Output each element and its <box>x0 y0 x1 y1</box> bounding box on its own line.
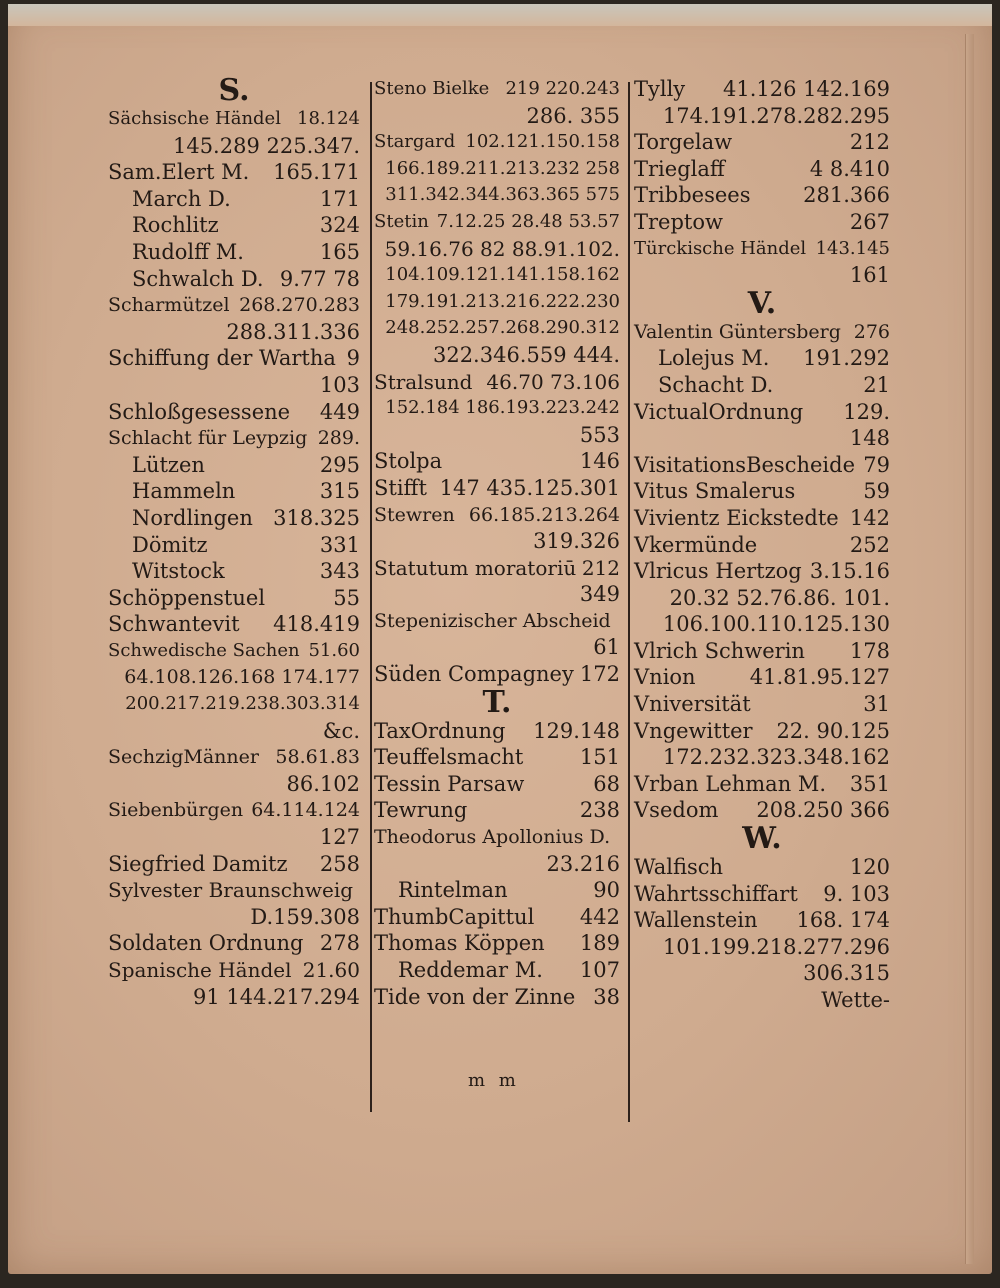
entry-pages: 286. 355 <box>526 103 620 128</box>
index-entry <box>374 475 620 502</box>
index-entry <box>108 292 360 319</box>
entry-pages: 9.77 78 <box>279 266 360 291</box>
index-entry <box>634 532 890 559</box>
entry-pages: 142 <box>849 505 890 530</box>
index-entry <box>374 369 620 396</box>
entry-name: Stetin <box>374 210 429 232</box>
entry-name: Vlrich Schwerin <box>634 638 805 663</box>
entry-pages: 219 220.243 <box>505 78 620 99</box>
entry-pages: 127 <box>319 825 360 850</box>
entry-pages: 145.289 225.347. <box>172 133 360 158</box>
entry-pages: 212 <box>581 555 620 580</box>
entry-name: Hammeln <box>132 479 236 504</box>
index-entry <box>634 960 890 987</box>
entry-pages: 166.189.211.213.232 258 <box>385 157 620 179</box>
index-entry <box>634 744 890 771</box>
entry-pages: 9. 103 <box>823 881 890 906</box>
entry-name: Sächsische Händel <box>108 108 281 129</box>
index-entry <box>374 957 620 984</box>
entry-pages: 41.81.95.127 <box>749 665 890 690</box>
index-entry <box>374 824 620 851</box>
index-entry <box>108 957 360 984</box>
entry-name: Schwantevit <box>108 612 240 637</box>
entry-pages: 102.121.150.158 <box>465 131 620 153</box>
entry-pages: 103 <box>319 372 360 397</box>
index-entry <box>108 691 360 718</box>
entry-pages: 55 <box>333 585 360 610</box>
index-entry <box>374 877 620 904</box>
index-entry <box>108 399 360 426</box>
entry-pages: 172 <box>579 662 620 687</box>
entry-pages: 41.126 142.169 <box>723 77 890 101</box>
entry-pages: 23.216 <box>546 851 620 876</box>
index-entry <box>108 824 360 851</box>
entry-name: Torgelaw <box>634 130 733 155</box>
index-entry <box>374 236 620 263</box>
entry-name: VisitationsBescheide <box>634 452 856 477</box>
entry-name: Statutum moratoriū <box>374 555 577 580</box>
entry-pages: 18.124 <box>297 108 360 129</box>
entry-name: Tide von der Zinne <box>374 984 576 1009</box>
section-letter: S. <box>218 73 250 108</box>
index-entry <box>108 877 360 904</box>
index-entry <box>634 103 890 130</box>
entry-pages: 418.419 <box>273 612 360 637</box>
entry-pages: 267 <box>849 209 890 234</box>
signature-mark: m m <box>468 1070 520 1091</box>
entry-pages: 64.108.126.168 174.177 <box>124 666 360 689</box>
index-entry <box>634 236 890 263</box>
index-entry <box>108 159 360 186</box>
entry-name: Vngewitter <box>634 718 753 743</box>
entry-name: Scharmützel <box>108 294 230 317</box>
entry-pages: 278 <box>319 931 360 956</box>
entry-name: Vlricus Hertzog <box>634 559 802 584</box>
entry-name: VictualOrdnung <box>634 399 804 424</box>
entry-pages: 120 <box>849 855 890 880</box>
entry-name: Valentin Güntersberg <box>634 320 841 343</box>
index-entry <box>374 661 620 688</box>
entry-pages: 104.109.121.141.158.162 <box>385 264 620 286</box>
entry-name: Vkermünde <box>634 532 758 557</box>
entry-pages: 306.315 <box>803 961 890 986</box>
entry-pages: 268.270.283 <box>239 294 360 317</box>
index-entry <box>108 532 360 559</box>
index-entry <box>108 744 360 771</box>
entry-name: Nordlingen <box>132 505 253 530</box>
entry-name: Vsedom <box>634 798 719 823</box>
index-entry <box>634 345 890 372</box>
entry-pages: 258 <box>319 851 360 876</box>
index-entry <box>108 904 360 931</box>
index-entry <box>108 558 360 585</box>
index-entry <box>374 851 620 878</box>
entry-pages: 7.12.25 28.48 53.57 <box>436 210 620 232</box>
entry-name: TaxOrdnung <box>374 718 506 743</box>
entry-pages: 38 <box>593 984 620 1009</box>
entry-pages: 191.292 <box>803 346 890 371</box>
index-entry <box>108 186 360 213</box>
entry-pages: 343 <box>319 559 360 584</box>
entry-pages: 68 <box>593 771 620 796</box>
entry-name: Tribbesees <box>634 183 751 208</box>
entry-name: Rudolff M. <box>132 239 244 264</box>
index-entry <box>374 315 620 342</box>
index-entry <box>108 212 360 239</box>
entry-pages: 295 <box>319 452 360 477</box>
entry-pages: 174.191.278.282.295 <box>662 103 890 128</box>
entry-name: Stolpa <box>374 449 443 474</box>
entry-name: Vrban Lehman M. <box>634 771 827 796</box>
entry-pages: 51.60 <box>308 639 360 661</box>
entry-name: Schiffung der Wartha <box>108 346 336 371</box>
entry-name: Walfisch <box>634 855 724 880</box>
index-entry <box>634 718 890 745</box>
entry-name: Rochlitz <box>132 213 219 238</box>
entry-name: Sam.Elert M. <box>108 160 250 185</box>
entry-pages: Wette- <box>821 988 890 1012</box>
index-entry <box>374 289 620 316</box>
entry-pages: 4 8.410 <box>809 156 890 181</box>
index-entry <box>634 987 890 1014</box>
page-edge <box>965 34 974 1264</box>
index-entry <box>634 691 890 718</box>
entry-name: Tylly <box>634 77 686 101</box>
entry-pages: 208.250 366 <box>756 798 890 823</box>
index-entry <box>634 771 890 798</box>
index-entry <box>374 422 620 449</box>
index-entry <box>374 103 620 130</box>
entry-pages: 106.100.110.125.130 <box>662 612 890 637</box>
index-entry <box>374 771 620 798</box>
entry-pages: 148 <box>849 426 890 451</box>
entry-pages: 31 <box>863 692 890 717</box>
entry-name: Steno Bielke <box>374 78 490 99</box>
index-entry <box>108 797 360 824</box>
index-entry <box>634 399 890 426</box>
index-entry <box>108 133 360 160</box>
index-entry <box>108 930 360 957</box>
entry-pages: 66.185.213.264 <box>468 503 620 526</box>
entry-name: Vniversität <box>634 692 751 717</box>
entry-name: Teuffelsmacht <box>374 745 524 770</box>
index-entry <box>634 611 890 638</box>
entry-name: Lützen <box>132 452 205 477</box>
entry-name: Tessin Parsaw <box>374 771 525 796</box>
entry-name: Schöppenstuel <box>108 585 266 610</box>
index-entry <box>634 638 890 665</box>
entry-pages: 276 <box>853 320 890 343</box>
index-entry <box>108 319 360 346</box>
entry-pages: 146 <box>579 449 620 474</box>
entry-pages: 101.199.218.277.296 <box>662 934 890 959</box>
index-entry <box>634 76 890 103</box>
index-entry <box>374 528 620 555</box>
index-entry <box>108 585 360 612</box>
entry-pages: 165.171 <box>273 160 360 185</box>
entry-pages: 107 <box>579 958 620 982</box>
index-entry <box>634 907 890 934</box>
entry-pages: 151 <box>579 745 620 770</box>
entry-name: Schacht D. <box>658 372 774 397</box>
index-column-t-w <box>634 76 890 1014</box>
entry-name: March D. <box>132 186 231 211</box>
index-column-st <box>374 76 620 1010</box>
index-entry <box>108 452 360 479</box>
entry-name: Lolejus M. <box>658 346 770 371</box>
index-entry <box>374 581 620 608</box>
entry-pages: 168. 174 <box>796 908 890 933</box>
index-entry <box>108 345 360 372</box>
index-entry <box>634 425 890 452</box>
index-entry <box>374 744 620 771</box>
index-entry <box>634 452 890 479</box>
index-entry <box>108 851 360 878</box>
entry-pages: 90 <box>593 878 620 903</box>
entry-pages: 161 <box>849 263 890 288</box>
entry-pages: 318.325 <box>273 505 360 530</box>
entry-name: Schwedische Sachen <box>108 639 300 661</box>
index-entry <box>634 372 890 399</box>
index-entry <box>108 664 360 691</box>
entry-name: Türckische Händel <box>634 237 807 259</box>
entry-pages: 21.60 <box>302 958 360 982</box>
section-letter: V. <box>747 285 777 321</box>
entry-pages: 58.61.83 <box>275 746 360 769</box>
entry-name: Tewrung <box>374 798 468 823</box>
index-entry <box>634 478 890 505</box>
entry-name: Theodorus Apollonius D. <box>374 826 611 849</box>
index-entry <box>634 505 890 532</box>
entry-pages: 20.32 52.76.86. 101. <box>669 585 890 610</box>
entry-pages: 143.145 <box>815 237 890 259</box>
column-rule-left <box>370 82 372 1112</box>
entry-pages: D.159.308 <box>250 904 360 929</box>
entry-pages: 281.366 <box>803 183 890 208</box>
entry-name: Trieglaff <box>634 156 725 181</box>
index-entry <box>374 448 620 475</box>
index-entry <box>108 239 360 266</box>
entry-name: ThumbCapittul <box>374 904 535 929</box>
entry-pages: 238 <box>579 798 620 823</box>
entry-pages: 331 <box>319 532 360 557</box>
entry-pages: 324 <box>319 213 360 238</box>
entry-name: Wallenstein <box>634 908 758 933</box>
entry-pages: 248.252.257.268.290.312 <box>385 317 620 339</box>
entry-name: Stepenizischer Abscheid <box>374 609 611 632</box>
index-entry <box>374 718 620 745</box>
entry-pages: 3.15.16 <box>809 559 890 584</box>
entry-pages: 288.311.336 <box>226 319 360 344</box>
entry-pages: 91 144.217.294 <box>193 984 360 1009</box>
entry-name: Schwalch D. <box>132 266 264 291</box>
entry-name: Spanische Händel <box>108 958 292 982</box>
index-entry <box>374 930 620 957</box>
index-entry <box>374 342 620 369</box>
entry-name: Vivientz Eickstedte <box>634 505 839 530</box>
index-entry <box>374 209 620 236</box>
entry-name: Schlacht für Leypzig <box>108 427 308 450</box>
index-entry <box>374 555 620 582</box>
entry-name: Schloßgesessene <box>108 399 291 424</box>
entry-pages: 59 <box>863 479 890 504</box>
entry-name: Thomas Köppen <box>374 931 545 956</box>
index-entry <box>374 634 620 661</box>
index-entry <box>108 106 360 133</box>
entry-pages: 315 <box>319 479 360 504</box>
index-entry <box>634 664 890 691</box>
entry-pages: 351 <box>849 771 890 796</box>
index-entry <box>634 209 890 236</box>
entry-pages: 171 <box>319 186 360 211</box>
index-entry <box>108 425 360 452</box>
index-entry <box>108 505 360 532</box>
entry-pages: 86.102 <box>286 771 360 796</box>
entry-pages: 129.148 <box>533 718 620 743</box>
index-entry <box>108 372 360 399</box>
entry-pages: 322.346.559 444. <box>432 342 620 367</box>
entry-name: Soldaten Ordnung <box>108 931 304 956</box>
section-letter: W. <box>742 821 782 857</box>
entry-name: SechzigMänner <box>108 746 259 769</box>
entry-name: Wahrtsschiffart <box>634 881 798 906</box>
entry-pages: 212 <box>849 130 890 155</box>
entry-name: Siebenbürgen <box>108 799 244 822</box>
entry-pages: 59.16.76 82 88.91.102. <box>384 236 620 261</box>
index-entry <box>634 319 890 346</box>
entry-pages: 79 <box>863 452 890 477</box>
entry-pages: 172.232.323.348.162 <box>662 745 890 770</box>
index-entry <box>634 182 890 209</box>
index-entry <box>108 984 360 1011</box>
entry-pages: 178 <box>849 638 890 663</box>
entry-pages: 129. <box>843 399 890 424</box>
entry-name: Stewren <box>374 503 455 526</box>
entry-pages: 189 <box>579 931 620 956</box>
section-letter: T. <box>482 684 512 720</box>
index-entry <box>108 718 360 745</box>
index-entry <box>374 797 620 824</box>
entry-pages: 152.184 186.193.223.242 <box>385 397 620 419</box>
entry-pages: 64.114.124 <box>251 799 360 822</box>
index-entry <box>108 638 360 665</box>
entry-pages: 349 <box>579 582 620 607</box>
entry-pages: 179.191.213.216.222.230 <box>385 290 620 312</box>
index-entry <box>374 262 620 289</box>
index-entry <box>108 611 360 638</box>
index-entry <box>374 76 620 103</box>
index-entry <box>634 585 890 612</box>
entry-pages: 319.326 <box>533 529 620 554</box>
entry-pages: 21 <box>863 372 890 397</box>
index-entry <box>634 881 890 908</box>
entry-name: Dömitz <box>132 532 208 557</box>
index-entry <box>634 854 890 881</box>
entry-name: Sylvester Braunschweig <box>108 878 354 903</box>
entry-pages: 22. 90.125 <box>776 718 890 743</box>
index-entry <box>374 984 620 1011</box>
entry-name: Witstock <box>132 559 225 584</box>
index-entry <box>374 395 620 422</box>
entry-pages: 46.70 73.106 <box>486 369 620 394</box>
entry-pages: 442 <box>579 904 620 929</box>
index-entry <box>634 156 890 183</box>
entry-name: Süden Compagney <box>374 662 574 687</box>
index-entry <box>374 608 620 635</box>
entry-name: Rintelman <box>398 878 508 903</box>
index-entry <box>634 262 890 289</box>
index-entry <box>108 478 360 505</box>
entry-pages: &c. <box>322 718 360 743</box>
entry-pages: 252 <box>849 532 890 557</box>
entry-pages: 553 <box>579 422 620 447</box>
index-entry <box>108 266 360 293</box>
entry-name: Vnion <box>634 665 696 690</box>
entry-pages: 289. <box>317 427 360 450</box>
index-entry <box>634 797 890 824</box>
entry-pages: 147 435.125.301 <box>439 475 620 500</box>
entry-name: Stargard <box>374 131 456 153</box>
column-rule-right <box>628 82 630 1122</box>
entry-pages: 449 <box>319 399 360 424</box>
entry-name: Treptow <box>634 209 723 234</box>
index-entry <box>108 771 360 798</box>
entry-pages: 165 <box>319 239 360 264</box>
entry-name: Siegfried Damitz <box>108 851 288 876</box>
entry-pages: 9 <box>346 346 360 371</box>
index-entry <box>374 182 620 209</box>
index-entry <box>634 934 890 961</box>
index-entry <box>374 904 620 931</box>
index-column-s <box>108 73 360 1010</box>
index-entry <box>634 558 890 585</box>
entry-pages: 61 <box>593 635 620 660</box>
entry-pages: 311.342.344.363.365 575 <box>385 184 620 206</box>
index-entry <box>374 129 620 156</box>
index-entry <box>634 129 890 156</box>
entry-name: Reddemar M. <box>398 958 543 982</box>
entry-pages: 200.217.219.238.303.314 <box>125 693 360 715</box>
entry-name: Stifft <box>374 475 427 500</box>
entry-name: Vitus Smalerus <box>634 479 796 504</box>
index-entry <box>374 156 620 183</box>
entry-name: Stralsund <box>374 369 473 394</box>
index-entry <box>374 502 620 529</box>
